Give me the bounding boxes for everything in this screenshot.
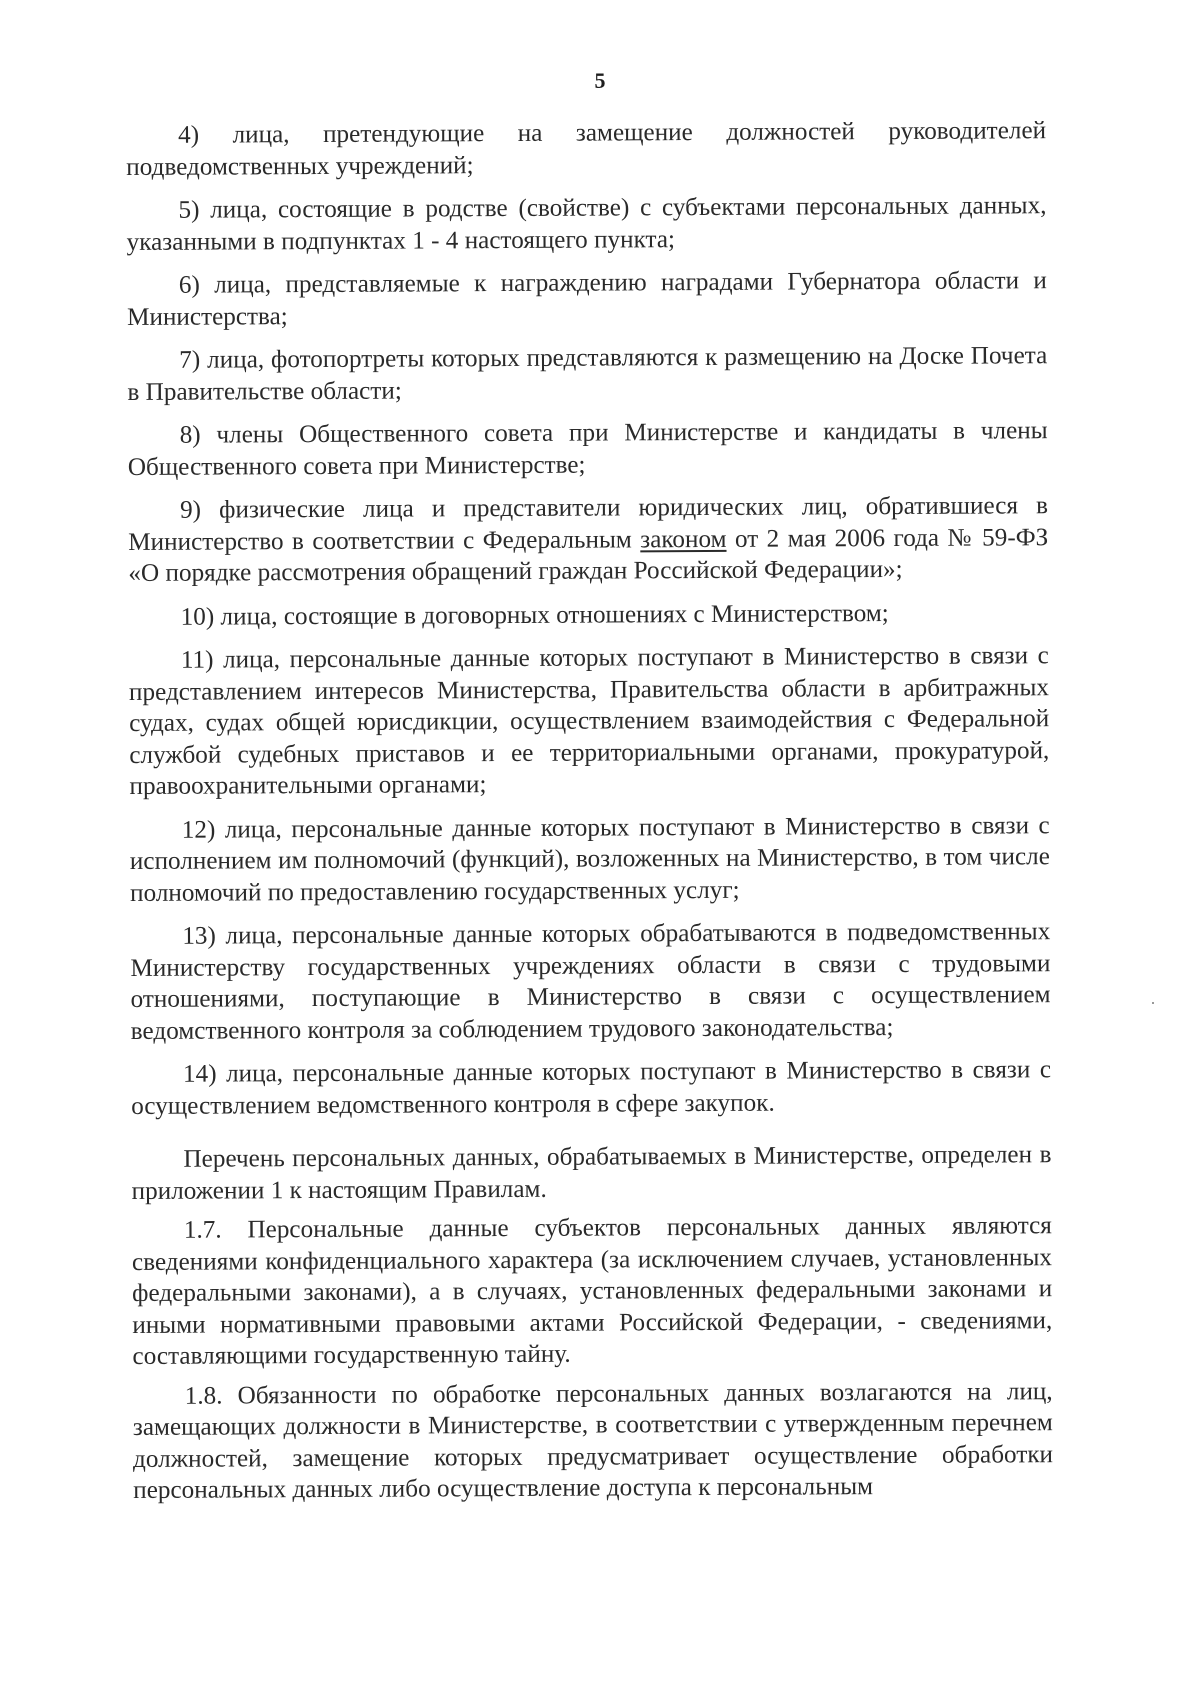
list-item-11: 11) лица, персональные данные которых поступают в Министерство в связи с представлением интересов Министерства, Правительства области в арбитражных судах, судах общей юрисдикции, осуществлением взаимодействия с Федеральной службой судебных приставов и ее территориальными органами, прокуратурой, правоохранительными органами;: [128, 642, 1050, 800]
list-item-14: 14) лица, персональные данные которых поступают в Министерство в связи с осуществлением ведомственного контроля в сфере закупок.: [131, 1056, 1052, 1120]
list-item-9-text-before: 9) физические лица и представители юридических лиц, обратившиеся в Министерство в соответствии с Федеральным: [128, 492, 1049, 556]
list-item-8: 8) члены Общественного совета при Министерстве и кандидаты в члены Общественного совета при Министерстве;: [127, 417, 1048, 481]
document-body: [126, 115, 1053, 1506]
list-item-5: 5) лица, состоящие в родстве (свойстве) с субъектами персональных данных, указанными в подпунктах 1 - 4 настоящего пункта;: [126, 192, 1047, 256]
list-item-12: 12) лица, персональные данные которых поступают в Министерство в связи с исполнением им полномочий (функций), возложенных на Министерство, в том числе полномочий по предоставлению государственных услуг;: [129, 811, 1050, 907]
list-item-4: 4) лица, претендующие на замещение должностей руководителей подведомственных учреждений;: [126, 117, 1047, 181]
list-item-7: 7) лица, фотопортреты которых представляются к размещению на Доске Почета в Правительстве области;: [127, 342, 1048, 406]
list-item-6: 6) лица, представляемые к награждению наградами Губернатора области и Министерства;: [126, 267, 1047, 331]
page-number: 5: [594, 68, 606, 93]
section-1-8-paragraph: 1.8. Обязанности по обработке персональных данных возлагаются на лиц, замещающих должности в Министерстве, в соответствии с утвержденным перечнем должностей, замещение которых предусматривает осуществление обработки персональных данных либо осуществление доступа к персональным: [132, 1377, 1054, 1504]
scan-speck: [1152, 1002, 1154, 1004]
personal-data-list-paragraph: Перечень персональных данных, обрабатываемых в Министерстве, определен в приложении 1 к настоящим Правилам.: [131, 1141, 1052, 1205]
federal-law-link[interactable]: законом: [640, 525, 727, 553]
list-item-9: [128, 490, 1048, 589]
section-1-7-paragraph: 1.7. Персональные данные субъектов персональных данных являются сведениями конфиденциального характера (за исключением случаев, установленных федеральными законами), а в случаях, установленных федеральными законами и иными нормативными правовыми актами Российской Федерации, - сведениями, составляющими государственную тайну.: [131, 1212, 1053, 1370]
list-item-13: 13) лица, персональные данные которых обрабатываются в подведомственных Министерству государственных учреждениях области в связи с трудовыми отношениями, поступающие в Министерство в связи с осуществлением ведомственного контроля за соблюдением трудового законодательства;: [130, 918, 1051, 1045]
list-item-9-text-after: от 2 мая 2006 года № 59-ФЗ «О порядке рассмотрения обращений граждан Российской Федерации»;: [128, 523, 1049, 587]
list-item-10: 10) лица, состоящие в договорных отношениях с Министерством;: [180, 599, 889, 631]
